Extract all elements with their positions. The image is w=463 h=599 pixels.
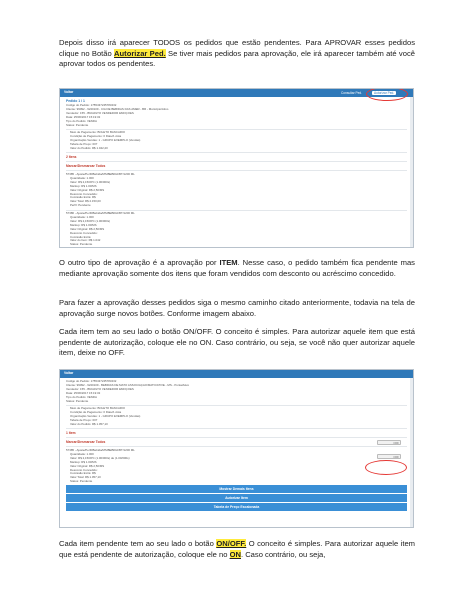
order-line: Vendedor: 155 - BNGRLTO VENDEDOR EMOÇÕES [66, 387, 134, 391]
divider [66, 446, 407, 447]
order-line: Código do Pedido: 1755437245783432 [66, 380, 117, 383]
item-line: Quantidade: 1.000 [70, 216, 94, 220]
app-topbar [60, 370, 413, 378]
scrollbar[interactable] [410, 97, 413, 247]
paragraph-onoff-repeat [59, 539, 415, 560]
paragraph-onoff: Cada item tem ao seu lado o botão ON/OFF. O conceito é simples. Para autorizar aquele item que está pendente de autorização, coloque ele no ON. Caso contrário, ou seja, se você não quer autorizar aquele item, deixe no OFF. [59, 327, 415, 358]
divider [66, 129, 407, 130]
order-line: Data: 25/06/2017 15:19:32 [66, 391, 101, 395]
item-line: Valor: R$ 2,150/PC (1.00/000s) de (1.00/000s) [70, 456, 130, 460]
item-line: Status: Pendente [70, 480, 93, 484]
detail-line: Tabela de Preço: 007 [70, 143, 98, 147]
scrollbar[interactable] [410, 378, 413, 527]
divider [66, 428, 407, 429]
mark-all-link[interactable]: Marcar/Desmarcar Todos [66, 439, 106, 444]
authorize-item-button[interactable]: Autorizar Item [66, 494, 407, 502]
item-line: Markup: R$ 1.00/MS [70, 184, 97, 188]
item-line: Comissão Extra: R$ [70, 196, 96, 200]
detail-line: Valor do Pedido: R$ 1.042,20 [70, 147, 108, 151]
divider [66, 170, 407, 171]
order-content [60, 378, 413, 513]
order-line: Tipo do Pedido: VENDA [66, 119, 97, 123]
paragraph-text: Depois disso irá aparecer TODOS os pedidos que estão pendentes. Para APROVAR esses pedidos clique no Botão [59, 38, 415, 58]
paragraph-item-approval [59, 258, 415, 279]
app-topbar [60, 89, 413, 97]
paragraph-text: O conceito é simples. Para autorizar aquele item que está pendente de autorização, coloque ele no [59, 539, 415, 559]
order-line: Código do Pedido: 1755437245783432 [66, 104, 117, 107]
onoff-highlight: ON/OFF. [216, 539, 247, 548]
order-line: Status: Pendente [66, 123, 89, 127]
paragraph-text: O outro tipo de aprovação é a aprovação por [59, 258, 220, 267]
item-line: Comissão Extra: [70, 235, 92, 239]
order-line: Data: 25/06/2017 15:19:32 [66, 115, 101, 119]
detail-line: Condição de Pagamento: 0 Dias/À vista [70, 411, 122, 415]
paragraph-text: . Caso contrário, ou seja, [240, 549, 326, 559]
divider [66, 161, 407, 162]
back-link[interactable]: Voltar [64, 371, 74, 375]
item-line: Valor Original: R$ 2,50/MS [70, 464, 105, 468]
order-line: Tipo do Pedido: VENDA [66, 395, 97, 399]
item-line: Valor: R$ 2,150/PC (1.00/000s) [70, 219, 111, 223]
item-line: Markup: R$ 1.00/MS [70, 460, 97, 464]
on-highlight: ON [229, 549, 241, 559]
item-line: Valor Original: R$ 2,50/MS [70, 188, 105, 192]
item-line: Quantidade: 1.000 [70, 452, 94, 456]
item-line: Valor Original: R$ 2,50/MS [70, 227, 105, 231]
detail-line: Meio de Pagamento: BOLETO BANCÁRIO [70, 407, 126, 411]
detail-line: Organização Vendas: 1 - GRUPO EXEMPLO (Vendas) [70, 415, 141, 419]
detail-line: Tabela de Preço: 007 [70, 419, 98, 423]
paragraph-text: Se tiver mais pedidos para aprovação, ele irá aparecer também até você aprovar todos os pendentes. [59, 48, 415, 69]
item-title: 57385 - Ajuste/Perfil/Bebida/MS/BEBIDA/BT/1200 ML [66, 172, 135, 176]
detail-line: Organização Vendas: 1 - GRUPO EXEMPLO (Vendas) [70, 139, 141, 143]
order-content [60, 97, 413, 248]
divider [66, 405, 407, 406]
divider [66, 210, 407, 211]
order-line: Vendedor: 155 - BNGRLTO VENDEDOR EMOÇÕES [66, 111, 134, 115]
item-line: Valor Total: R$ 2.150,00 [70, 200, 101, 204]
approval-screenshot-items [59, 369, 414, 528]
mark-all-link[interactable]: Marcar/Desmarcar Todos [66, 163, 106, 168]
item-line: Status: Pendente [70, 243, 93, 247]
item-line: Perfil: Pendente [70, 204, 91, 208]
item-line: Desconto Concedido: [70, 231, 98, 235]
item-title: 57385 - Ajuste/Perfil/Bebida/MS/BEBIDA/BT/1200 ML [66, 448, 135, 452]
item-line: Desconto Concedido: [70, 192, 98, 196]
consultar-ped-button[interactable]: Consultar Ped. [341, 90, 363, 95]
item-line: Valor: R$ 2,150/PC (1.00/000s) [70, 180, 111, 184]
item-line: Comissão Extra: R$ [70, 472, 96, 476]
item-line: Markup: R$ 1.00/MS [70, 223, 97, 227]
item-keyword: ITEM [219, 258, 238, 267]
order-line: Cliente: 99092 - 9240109 - CIA DE BEBIDAS DAS AMER - BR - Município/Ativo [66, 107, 169, 111]
order-header: Pedido 1 / 1 [66, 99, 85, 103]
show-more-items-button[interactable]: Mostrar Demais Itens [66, 485, 407, 493]
autorizar-ped-highlight: Autorizar Ped. [114, 48, 166, 58]
order-line: Status: Pendente [66, 399, 89, 403]
autorizar-ped-button[interactable]: Autorizar Ped. [374, 90, 395, 95]
detail-line: Valor do Pedido: R$ 1.057,10 [70, 423, 108, 427]
mark-all-toggle[interactable]: OFF [377, 440, 401, 445]
item-line: Valor do Item: R$ 1.042 [70, 239, 101, 243]
items-count: 2 Itens [66, 154, 77, 159]
detail-line: Condição de Pagamento: 0 Dias/À vista [70, 135, 122, 139]
item-line: Desconto Concedido: [70, 468, 98, 472]
item-title: 57386 - Ajuste/Perfil/Bebida/MS/BEBIDA/BT/1200 ML [66, 212, 135, 216]
back-link[interactable]: Voltar [64, 90, 74, 94]
paragraph-text: Cada item pendente tem ao seu lado o botão [59, 539, 217, 548]
item-onoff-toggle[interactable]: OFF [377, 454, 401, 459]
item-line: Quantidade: 1.000 [70, 176, 94, 180]
item-line: Valor Total: R$ 1.057,10 [70, 476, 101, 480]
detail-line: Meio de Pagamento: BOLETO BANCÁRIO [70, 131, 126, 135]
items-count: 1 Item [66, 430, 76, 435]
paragraph-path: Para fazer a aprovação desses pedidos siga o mesmo caminho citado anteriormente, todavia na tela de aprovação surge novos botões. Conforme imagem abaixo. [59, 298, 415, 318]
paragraph-intro [59, 38, 415, 70]
approval-screenshot-orders [59, 88, 414, 248]
divider [66, 152, 407, 153]
order-line: Cliente: 99092 - 9240109 - BEBIDAS DE MATO ASSOCIAÇÃO/MATO/ATIVE - MS - Punta/Ativo [66, 383, 190, 387]
highlight-circle [365, 460, 407, 475]
tiered-price-table-button[interactable]: Tabela de Preço Escalonada [66, 503, 407, 511]
mark-all-row [66, 440, 407, 445]
paragraph-text: . Nesse caso, o pedido também fica pendente mas mediante aprovação somente dos itens que foram vendidos com desconto ou acréscimo concedido. [59, 258, 415, 278]
divider [66, 437, 407, 438]
